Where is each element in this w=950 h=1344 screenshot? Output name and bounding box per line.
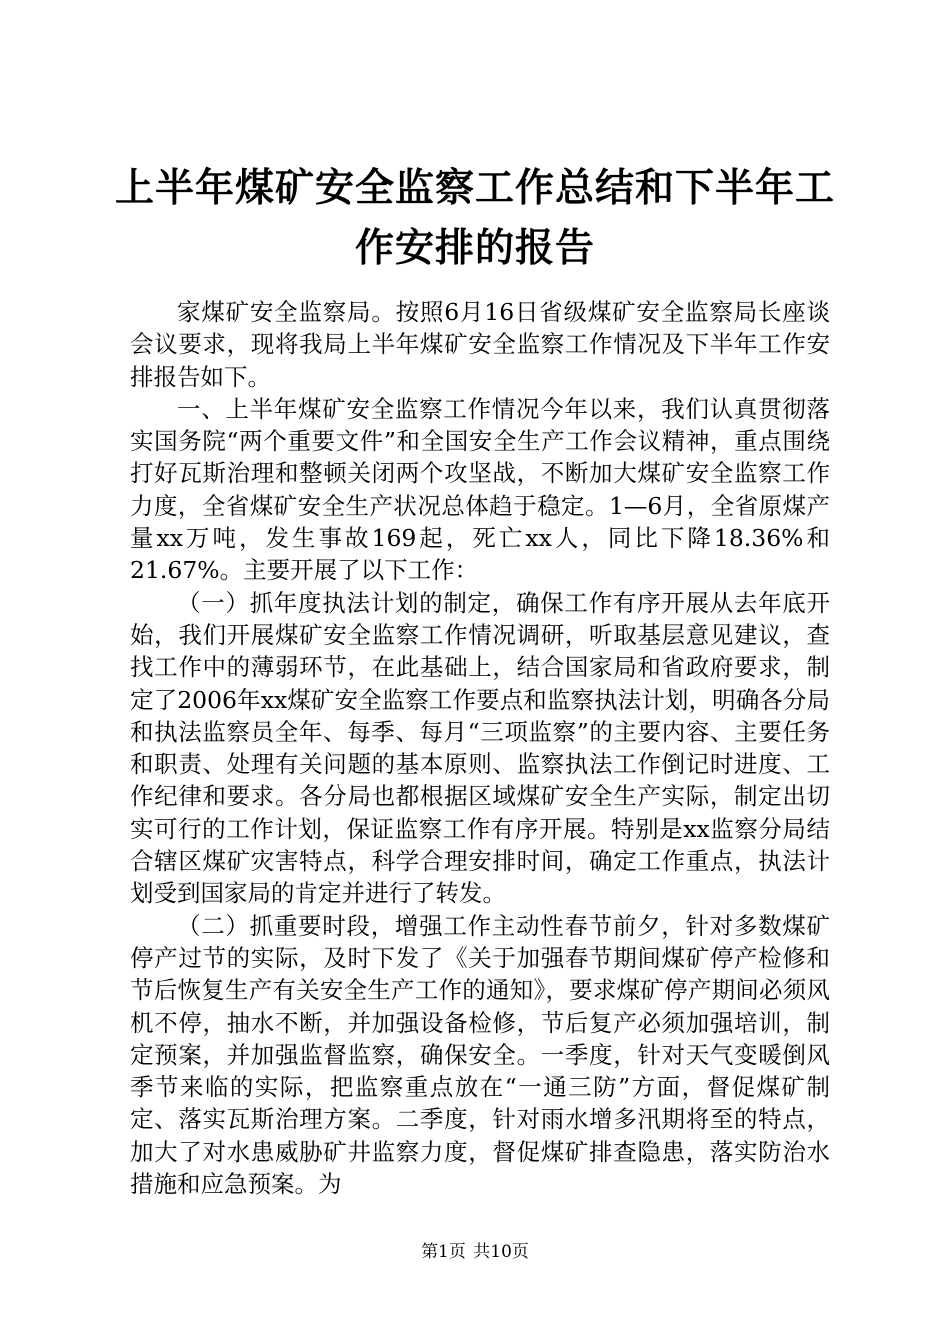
paragraph: （二）抓重要时段，增强工作主动性春节前夕，针对多数煤矿停产过节的实际，及时下发了《关于加强春节期间煤矿停产检修和节后恢复生产有关安全生产工作的通知》，要求煤矿停产期间必须风机不停，抽水不断，并加强设备检修，节后复产必须加强培训，制定预案，并加强监督监察，确保安全。一季度，针对天气变暖倒风季节来临的实际，把监察重点放在“一通三防”方面，督促煤矿制定、落实瓦斯治理方案。二季度，针对雨水增多汛期将至的特点，加大了对水患威胁矿井监察力度，督促煤矿排查隐患，落实防治水措施和应急预案。为 bbox=[130, 911, 830, 1199]
paragraph: 一、上半年煤矿安全监察工作情况今年以来，我们认真贯彻落实国务院“两个重要文件”和全国安全生产工作会议精神，重点围绕打好瓦斯治理和整顿关闭两个攻坚战，不断加大煤矿安全监察工作力度，全省煤矿安全生产状况总体趋于稳定。1—6月，全省原煤产量xx万吨，发生事故169起，死亡xx人，同比下降18.36%和21.67%。主要开展了以下工作： bbox=[130, 394, 830, 585]
page-footer: 第1页 共10页 bbox=[421, 1242, 529, 1262]
paragraph: 家煤矿安全监察局。按照6月16日省级煤矿安全监察局长座谈会议要求，现将我局上半年煤矿安全监察工作情况及下半年工作安排报告如下。 bbox=[130, 298, 830, 391]
document-title: 上半年煤矿安全监察工作总结和下半年工作安排的报告 bbox=[114, 165, 835, 271]
paragraph: （一）抓年度执法计划的制定，确保工作有序开展从去年底开始，我们开展煤矿安全监察工作情况调研，听取基层意见建议，查找工作中的薄弱环节，在此基础上，结合国家局和省政府要求，制定了2006年xx煤矿安全监察工作要点和监察执法计划，明确各分局和执法监察员全年、每季、每月“三项监察”的主要内容、主要任务和职责、处理有关问题的基本原则、监察执法工作倒记时进度、工作纪律和要求。各分局也都根据区域煤矿安全生产实际，制定出切实可行的工作计划，保证监察工作有序开展。特别是xx监察分局结合辖区煤矿灾害特点，科学合理安排时间，确定工作重点，执法计划受到国家局的肯定并进行了转发。 bbox=[130, 588, 830, 908]
document-body bbox=[130, 296, 830, 1200]
